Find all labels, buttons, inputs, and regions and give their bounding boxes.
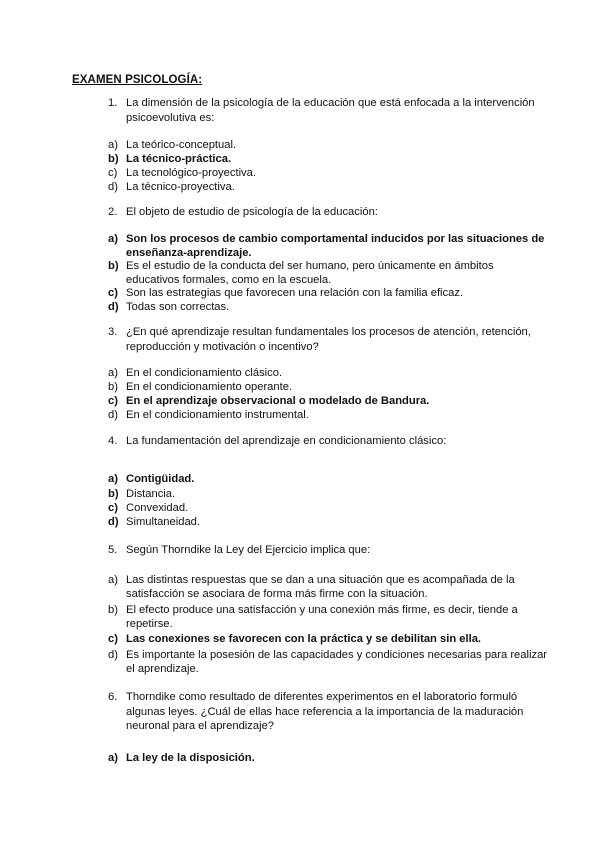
- option-2c: [108, 286, 548, 300]
- option-1c: [108, 166, 548, 180]
- option-text: La teórico-conceptual.: [126, 139, 237, 151]
- question-text: ¿En qué aprendizaje resultan fundamentales los procesos de atención, retención, reproducción y motivación o incentivo?: [126, 326, 531, 353]
- option-letter: b): [108, 153, 119, 165]
- question-2: [108, 205, 548, 220]
- option-letter: d): [108, 649, 118, 661]
- option-letter: a): [108, 752, 118, 764]
- option-text: Las conexiones se favorecen con la práctica y se debilitan sin ella.: [126, 633, 482, 645]
- option-3b: [108, 380, 548, 394]
- option-3d: [108, 408, 548, 422]
- option-4d: [108, 515, 548, 529]
- option-text: Distancia.: [126, 488, 176, 500]
- question-text: La dimensión de la psicología de la educación que está enfocada a la intervención psicoevolutiva es:: [126, 97, 535, 124]
- option-text: Todas son correctas.: [126, 301, 230, 313]
- option-letter: d): [108, 181, 118, 193]
- option-letter: c): [108, 633, 118, 645]
- option-1b-correct: [108, 152, 548, 166]
- question-1: [108, 96, 548, 125]
- option-text: En el aprendizaje observacional o modelado de Bandura.: [126, 395, 430, 407]
- option-1d: [108, 180, 548, 194]
- option-3a: [108, 366, 548, 380]
- option-4b: [108, 487, 548, 501]
- option-3c-correct: [108, 394, 548, 408]
- option-letter: d): [108, 516, 119, 528]
- option-4c: [108, 501, 548, 515]
- option-2d: [108, 300, 548, 314]
- question-number: 3.: [108, 326, 118, 338]
- question-number: 5.: [108, 544, 118, 556]
- question-number: 1.: [108, 97, 118, 109]
- option-text: Es importante la posesión de las capacidades y condiciones necesarias para realizar el aprendizaje.: [126, 649, 548, 676]
- question-3: [108, 325, 548, 354]
- option-letter: a): [108, 367, 118, 379]
- option-5d: [108, 648, 548, 676]
- question-number: 2.: [108, 206, 118, 218]
- option-letter: a): [108, 139, 118, 151]
- option-2a-correct: [108, 232, 548, 260]
- question-4: [108, 434, 548, 449]
- option-text: El efecto produce una satisfacción y una conexión más firme, es decir, tiende a repetirse.: [126, 604, 518, 631]
- exam-title: EXAMEN PSICOLOGÍA:: [72, 74, 203, 86]
- option-6a-correct: [108, 751, 548, 765]
- option-text: Es el estudio de la conducta del ser humano, pero únicamente en ámbitos educativos formales, como en la escuela.: [126, 260, 494, 287]
- option-5c-correct: [108, 632, 548, 646]
- option-letter: c): [108, 287, 118, 299]
- question-text: El objeto de estudio de psicología de la educación:: [126, 206, 378, 218]
- option-text: Simultaneidad.: [126, 516, 201, 528]
- option-letter: d): [108, 301, 119, 313]
- option-text: Son los procesos de cambio comportamental inducidos por las situaciones de enseñanza-aprendizaje.: [126, 233, 545, 260]
- option-1a: [108, 138, 548, 152]
- question-text: La fundamentación del aprendizaje en condicionamiento clásico:: [126, 435, 447, 447]
- option-text: En el condicionamiento clásico.: [126, 367, 283, 379]
- option-text: En el condicionamiento instrumental.: [126, 409, 309, 421]
- option-letter: b): [108, 604, 118, 616]
- question-text: Thorndike como resultado de diferentes experimentos en el laboratorio formuló algunas leyes. ¿Cuál de ellas hace referencia a la importancia de la maduración neuronal para el aprendizaje?: [126, 691, 524, 732]
- option-4a-correct: [108, 472, 548, 486]
- option-2b: [108, 259, 548, 287]
- question-6: [108, 690, 548, 734]
- option-text: Contigüidad.: [126, 473, 195, 485]
- option-letter: a): [108, 233, 118, 245]
- option-text: La técnico-proyectiva.: [126, 181, 235, 193]
- option-text: La ley de la disposición.: [126, 752, 255, 764]
- option-letter: b): [108, 488, 119, 500]
- option-letter: a): [108, 574, 118, 586]
- option-text: La técnico-práctica.: [126, 153, 232, 165]
- option-text: En el condicionamiento operante.: [126, 381, 293, 393]
- option-letter: b): [108, 381, 118, 393]
- option-letter: c): [108, 395, 118, 407]
- option-letter: d): [108, 409, 118, 421]
- question-number: 4.: [108, 435, 118, 447]
- option-text: La tecnológico-proyectiva.: [126, 167, 256, 179]
- option-5a: [108, 573, 548, 601]
- question-text: Según Thorndike la Ley del Ejercicio implica que:: [126, 544, 371, 556]
- option-text: Las distintas respuestas que se dan a una situación que es acompañada de la satisfacción se asociara de forma más firme con la situación.: [126, 574, 515, 601]
- option-5b: [108, 603, 548, 631]
- option-text: Son las estrategias que favorecen una relación con la familia eficaz.: [126, 287, 464, 299]
- question-number: 6.: [108, 691, 118, 703]
- option-letter: b): [108, 260, 119, 272]
- option-letter: a): [108, 473, 118, 485]
- option-text: Convexidad.: [126, 502, 189, 514]
- question-5: [108, 543, 548, 558]
- option-letter: c): [108, 502, 118, 514]
- option-letter: c): [108, 167, 118, 179]
